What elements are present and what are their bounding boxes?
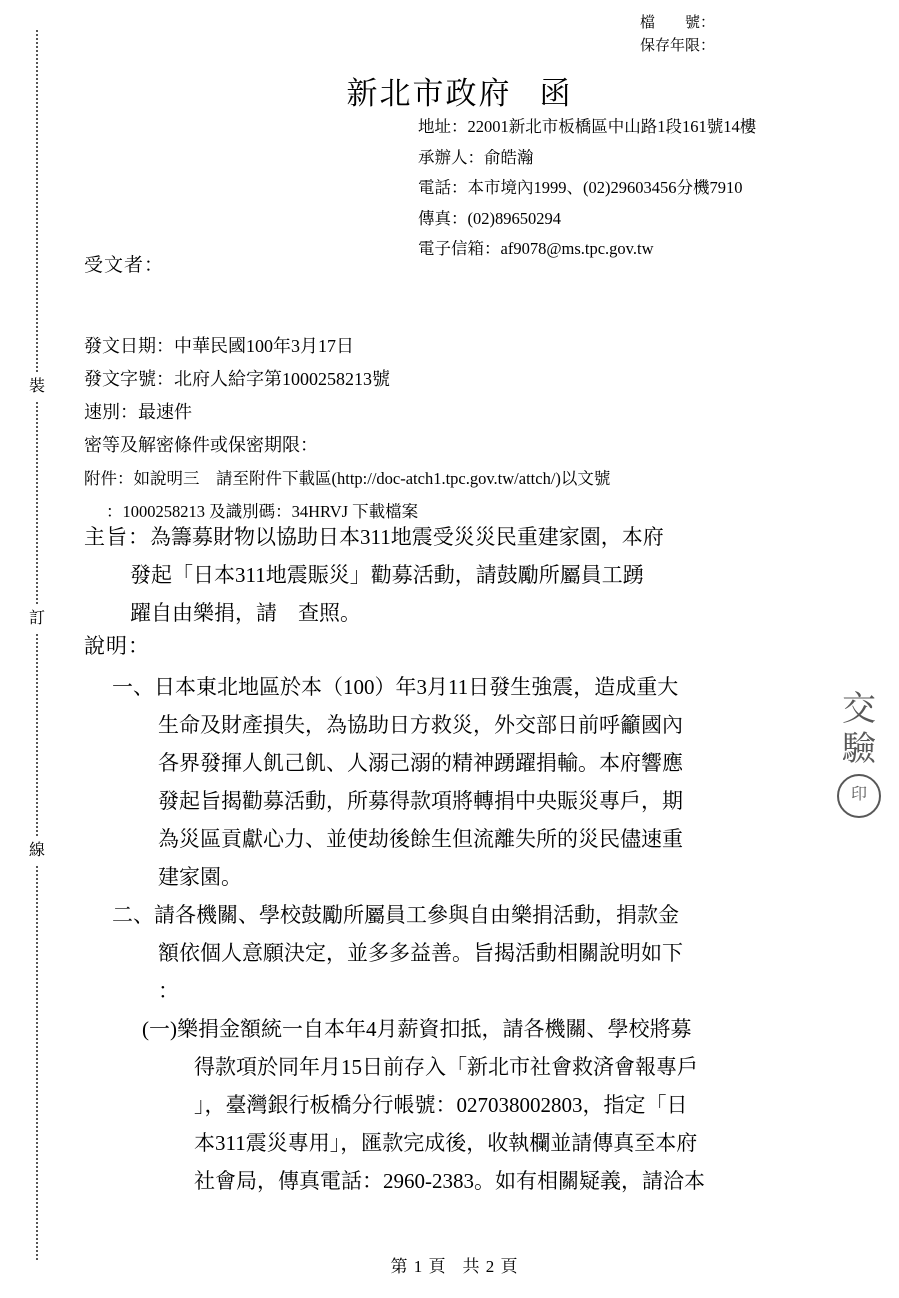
meta-secrecy: 密等及解密條件或保密期限： bbox=[84, 435, 318, 455]
footer-total-pages: 共 2 頁 bbox=[462, 1257, 519, 1276]
subject-line-2: 發起「日本311地震賑災」勸募活動，請鼓勵所屬員工踴 bbox=[130, 563, 644, 587]
item-1-first-line bbox=[112, 668, 842, 706]
contact-email: 電子信箱：af9078@ms.tpc.gov.tw bbox=[418, 239, 654, 258]
meta-attachment-line-2: ：1000258213 及識別碼：34HRVJ 下載檔案 bbox=[106, 502, 419, 521]
sub-item-1-marker: (一) bbox=[142, 1017, 177, 1041]
verification-seal-icon bbox=[821, 690, 897, 890]
contact-fax: 傳真：(02)89650294 bbox=[418, 208, 561, 228]
item-1-marker: 一、 bbox=[112, 675, 154, 699]
page-footer bbox=[0, 1252, 899, 1277]
item-2-first-line bbox=[112, 896, 842, 934]
list-item bbox=[112, 896, 842, 1010]
item-1-line-4: 發起旨揭勸募活動，所募得款項將轉捐中央賑災專戶，期 bbox=[158, 789, 683, 813]
contact-phone: 電話：本市境內1999、(02)29603456分機7910 bbox=[418, 178, 743, 197]
recipient-label: 受文者： bbox=[84, 255, 165, 276]
seal-char-2: 驗 bbox=[842, 731, 876, 768]
archive-retention-label: 保存年限： bbox=[640, 38, 716, 54]
list-item bbox=[112, 668, 842, 896]
explanation-items bbox=[112, 668, 842, 1200]
meta-attachment-line-1: 附件：如說明三 請至附件下載區(http://doc-atch1.tpc.gov.tw/attch/)以文號 bbox=[84, 469, 611, 488]
contact-officer: 承辦人：俞皓瀚 bbox=[418, 147, 534, 167]
item-2-line-3: ： bbox=[158, 979, 179, 1003]
sub-item-1-line-5: 社會局，傳真電話：2960-2383。如有相關疑義，請洽本 bbox=[194, 1169, 705, 1193]
meta-document-number: 發文字號：北府人給字第1000258213號 bbox=[84, 369, 390, 389]
seal-char-1: 交 bbox=[842, 691, 876, 728]
issuing-organization: 新北市政府 bbox=[346, 76, 512, 111]
sub-item-1-line-4: 本311震災專用」，匯款完成後，收執欄並請傳真至本府 bbox=[194, 1131, 698, 1155]
item-1-line-2: 生命及財產損失，為協助日方救災，外交部日前呼籲國內 bbox=[158, 713, 683, 737]
archive-number-label: 檔 號： bbox=[640, 15, 716, 31]
item-1-line-1: 日本東北地區於本（100）年3月11日發生強震，造成重大 bbox=[154, 675, 679, 699]
item-2-line-1: 請各機關、學校鼓勵所屬員工參與自由樂捐活動，捐款金 bbox=[154, 903, 679, 927]
seal-char-3: 印 bbox=[837, 774, 881, 818]
sub-item-1-first-line bbox=[142, 1010, 842, 1048]
list-item bbox=[112, 1010, 842, 1200]
subject-section bbox=[84, 518, 844, 632]
sub-item-1-line-3: 」，臺灣銀行板橋分行帳號：027038002803，指定「日 bbox=[194, 1093, 688, 1117]
footer-current-page: 第 1 頁 bbox=[390, 1257, 447, 1276]
binding-label-xian: 線 bbox=[24, 836, 50, 866]
item-1-line-6: 建家園。 bbox=[158, 865, 242, 889]
archive-block bbox=[640, 12, 715, 58]
meta-speed: 速別：最速件 bbox=[84, 402, 192, 422]
item-2-line-2: 額依個人意願決定，並多多益善。旨揭活動相關說明如下 bbox=[158, 941, 683, 965]
subject-line-3: 躍自由樂捐，請 查照。 bbox=[130, 601, 361, 625]
item-1-line-5: 為災區貢獻心力、並使劫後餘生但流離失所的災民儘速重 bbox=[158, 827, 683, 851]
contact-address: 地址：22001新北市板橋區中山路1段161號14樓 bbox=[418, 117, 757, 136]
item-2-marker: 二、 bbox=[112, 903, 154, 927]
sub-item-1-line-2: 得款項於同年月15日前存入「新北市社會救済會報專戶 bbox=[194, 1055, 698, 1079]
binding-dotted-line bbox=[36, 30, 38, 1260]
explanation-label: 說明： bbox=[84, 634, 150, 658]
binding-label-zhuang: 裝 bbox=[24, 372, 50, 402]
subject-first-line bbox=[84, 518, 844, 556]
binding-label-ding: 訂 bbox=[24, 604, 50, 634]
document-meta bbox=[84, 330, 864, 528]
subject-label: 主旨： bbox=[84, 525, 150, 549]
contact-block bbox=[418, 112, 756, 265]
item-1-line-3: 各界發揮人飢己飢、人溺己溺的精神踴躍捐輸。本府響應 bbox=[158, 751, 683, 775]
sub-item-1-line-1: 樂捐金額統一自本年4月薪資扣抵，請各機關、學校將募 bbox=[177, 1017, 692, 1041]
subject-line-1: 為籌募財物以協助日本311地震受災災民重建家園，本府 bbox=[150, 525, 664, 549]
document-type: 函 bbox=[539, 76, 573, 111]
page-title bbox=[0, 68, 899, 113]
meta-issue-date: 發文日期：中華民國100年3月17日 bbox=[84, 336, 354, 356]
